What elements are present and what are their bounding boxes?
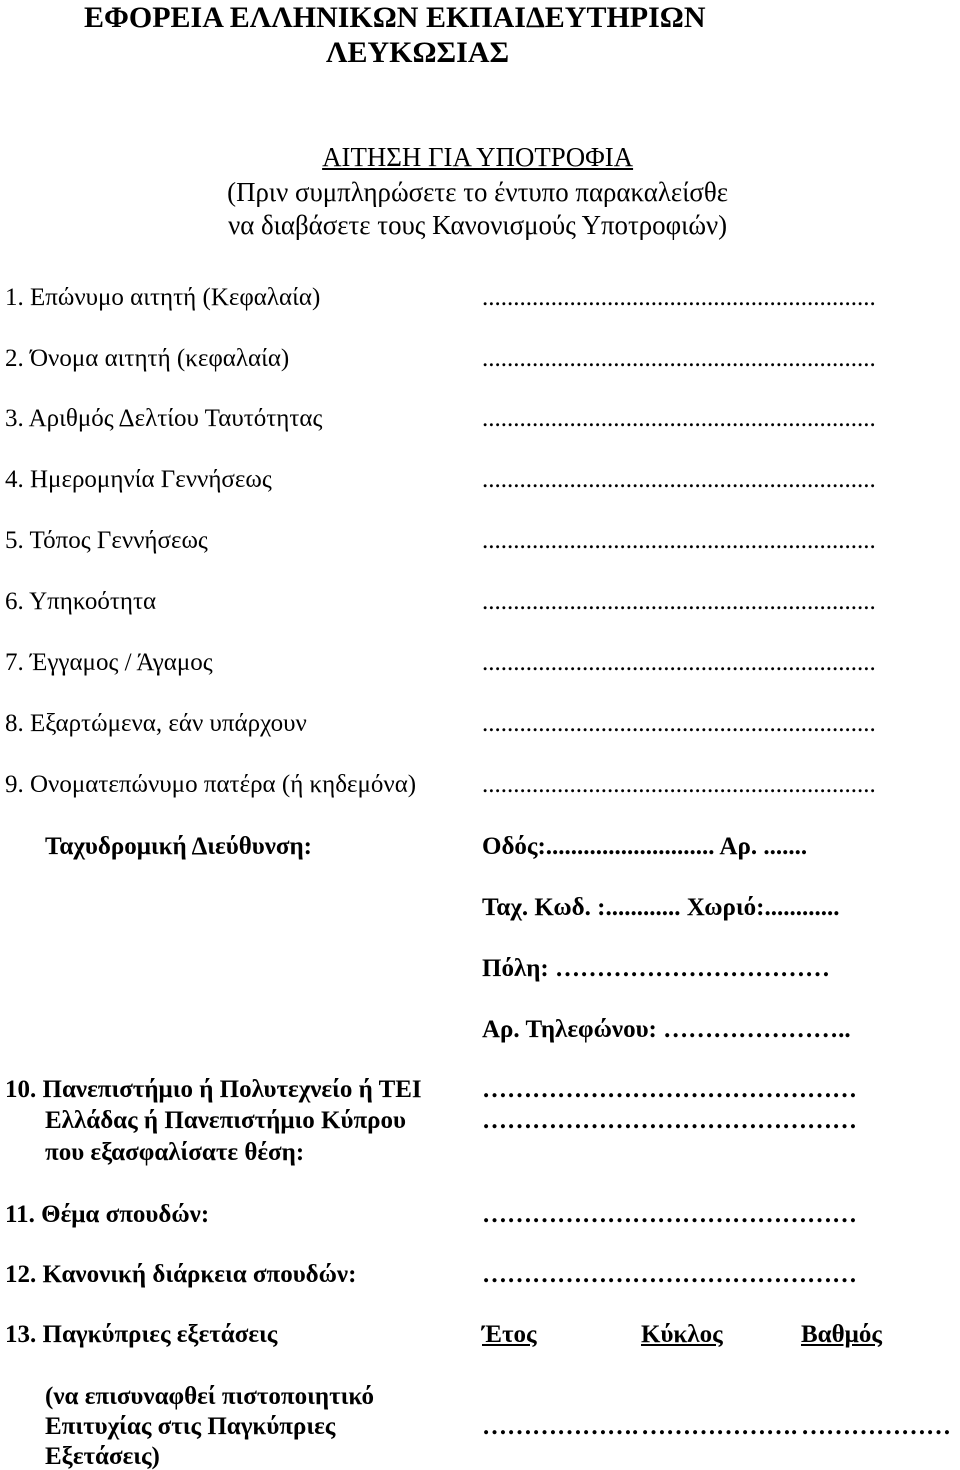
item-3-label: 3. Αριθμός Δελτίου Ταυτότητας: [5, 405, 323, 432]
item-13-year-field[interactable]: ……………….: [482, 1413, 639, 1440]
item-7-label: 7. Έγγαμος / Άγαμος: [5, 649, 213, 676]
item-12-field[interactable]: ………………………………………: [482, 1261, 857, 1288]
item-1-field[interactable]: ...............................................................: [482, 284, 876, 311]
postal-address-label: Ταχυδρομική Διεύθυνση:: [45, 833, 313, 860]
item-6-field[interactable]: ...............................................................: [482, 588, 876, 615]
form-note-line-1: (Πριν συμπληρώσετε το έντυπο παρακαλείσθε: [227, 177, 729, 207]
organization-name: ΕΦΟΡΕΙΑ ΕΛΛΗΝΙΚΩΝ ΕΚΠΑΙΔΕΥΤΗΡΙΩΝ: [84, 1, 706, 34]
form-note-line-2: να διαβάσετε τους Κανονισμούς Υποτροφιών): [228, 210, 728, 240]
item-5-field[interactable]: ...............................................................: [482, 527, 876, 554]
form-title: ΑΙΤΗΣΗ ΓΙΑ ΥΠΟΤΡΟΦΙΑ: [322, 142, 634, 172]
item-4-label: 4. Ημερομηνία Γεννήσεως: [5, 466, 272, 493]
item-13-note-line-3: Εξετάσεις): [45, 1443, 160, 1470]
column-grade-header: Βαθμός: [801, 1321, 882, 1348]
item-13-note-line-2: Επιτυχίας στις Παγκύπριες: [45, 1413, 336, 1440]
item-11-label: 11. Θέμα σπουδών:: [5, 1201, 210, 1228]
item-10-field-1[interactable]: ………………………………………: [482, 1076, 857, 1103]
item-2-field[interactable]: ...............................................................: [482, 345, 876, 372]
item-2-label: 2. Όνομα αιτητή (κεφαλαία): [5, 345, 290, 372]
item-13-cycle-field[interactable]: ……………….: [641, 1413, 798, 1440]
item-13-label: 13. Παγκύπριες εξετάσεις: [5, 1321, 278, 1348]
item-10-label-line-2: Ελλάδας ή Πανεπιστήμιο Κύπρου: [45, 1107, 407, 1134]
organization-city: ΛΕΥΚΩΣΙΑΣ: [326, 36, 510, 69]
item-7-field[interactable]: ...............................................................: [482, 649, 876, 676]
item-8-field[interactable]: ...............................................................: [482, 710, 876, 737]
item-9-label: 9. Ονοματεπώνυμο πατέρα (ή κηδεμόνα): [5, 771, 417, 798]
item-10-label-line-1: 10. Πανεπιστήμιο ή Πολυτεχνείο ή ΤΕΙ: [5, 1076, 422, 1103]
item-3-field[interactable]: ...............................................................: [482, 405, 876, 432]
item-10-label-line-3: που εξασφαλίσατε θέση:: [45, 1139, 305, 1166]
item-11-field[interactable]: ………………………………………: [482, 1201, 857, 1228]
address-postal-village-field[interactable]: Ταχ. Κωδ. :............ Χωριό:............: [482, 894, 840, 921]
item-1-label: 1. Επώνυμο αιτητή (Κεφαλαία): [5, 284, 321, 311]
item-13-note-line-1: (να επισυναφθεί πιστοποιητικό: [45, 1383, 375, 1410]
item-4-field[interactable]: ...............................................................: [482, 466, 876, 493]
item-6-label: 6. Υπηκοότητα: [5, 588, 157, 615]
address-city-field[interactable]: Πόλη: ……………………………: [482, 955, 830, 982]
item-12-label: 12. Κανονική διάρκεια σπουδών:: [5, 1261, 357, 1288]
column-cycle-header: Κύκλος: [641, 1321, 723, 1348]
item-10-field-2[interactable]: ………………………………………: [482, 1107, 857, 1134]
item-8-label: 8. Εξαρτώμενα, εάν υπάρχουν: [5, 710, 307, 737]
item-13-grade-field[interactable]: ………………: [801, 1413, 951, 1440]
address-street-field[interactable]: Οδός:........................... Αρ. .......: [482, 833, 808, 860]
item-5-label: 5. Τόπος Γεννήσεως: [5, 527, 208, 554]
address-phone-field[interactable]: Αρ. Τηλεφώνου: …………………..: [482, 1016, 851, 1043]
item-9-field[interactable]: ...............................................................: [482, 771, 876, 798]
column-year-header: Έτος: [482, 1321, 537, 1348]
